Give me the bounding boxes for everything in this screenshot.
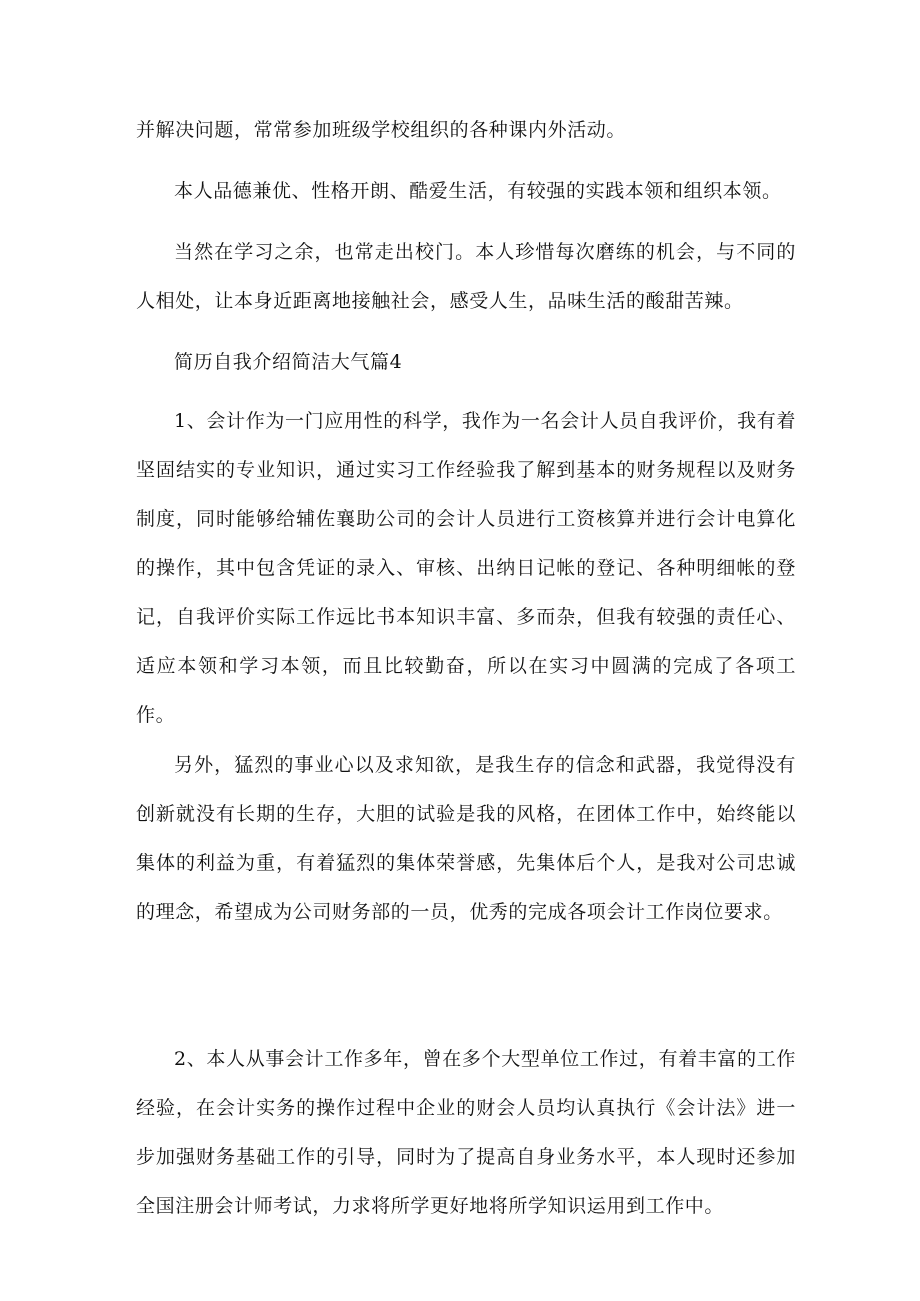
paragraph-continuation: 并解决问题，常常参加班级学校组织的各种课内外活动。 [136, 119, 627, 141]
paragraph-career-ambition: 另外，猛烈的事业心以及求知欲，是我生存的信念和武器，我觉得没有创新就没有长期的生存，大胆的试验是我的风格，在团体工作中，始终能以集体的利益为重，有着猛烈的集体荣誉感，先集体后个人，是我对公司忠诚的理念，希望成为公司财务部的一员，优秀的完成各项会计工作岗位要求。 [136, 754, 796, 923]
paragraph-social-practice: 当然在学习之余，也常走出校门。本人珍惜每次磨练的机会，与不同的人相处，让本身近距离地接触社会，感受人生，品味生活的酸甜苦辣。 [136, 241, 796, 312]
section-heading: 简历自我介绍简洁大气篇4 [174, 351, 403, 373]
paragraph-character: 本人品德兼优、性格开朗、酷爱生活，有较强的实践本领和组织本领。 [174, 180, 782, 202]
paragraph-point-2: 2、本人从事会计工作多年，曾在多个大型单位工作过，有着丰富的工作经验，在会计实务的操作过程中企业的财会人员均认真执行《会计法》进一步加强财务基础工作的引导，同时为了提高自身业务水平，本人现时还参加全国注册会计师考试，力求将所学更好地将所学知识运用到工作中。 [136, 1048, 796, 1217]
paragraph-point-1: 1、会计作为一门应用性的科学，我作为一名会计人员自我评价，我有着坚固结实的专业知识，通过实习工作经验我了解到基本的财务规程以及财务制度，同时能够给辅佐襄助公司的会计人员进行工资核算并进行会计电算化的操作，其中包含凭证的录入、审核、出纳日记帐的登记、各种明细帐的登记，自我评价实际工作远比书本知识丰富、多而杂，但我有较强的责任心、适应本领和学习本领，而且比较勤奋，所以在实习中圆满的完成了各项工作。 [136, 410, 796, 726]
